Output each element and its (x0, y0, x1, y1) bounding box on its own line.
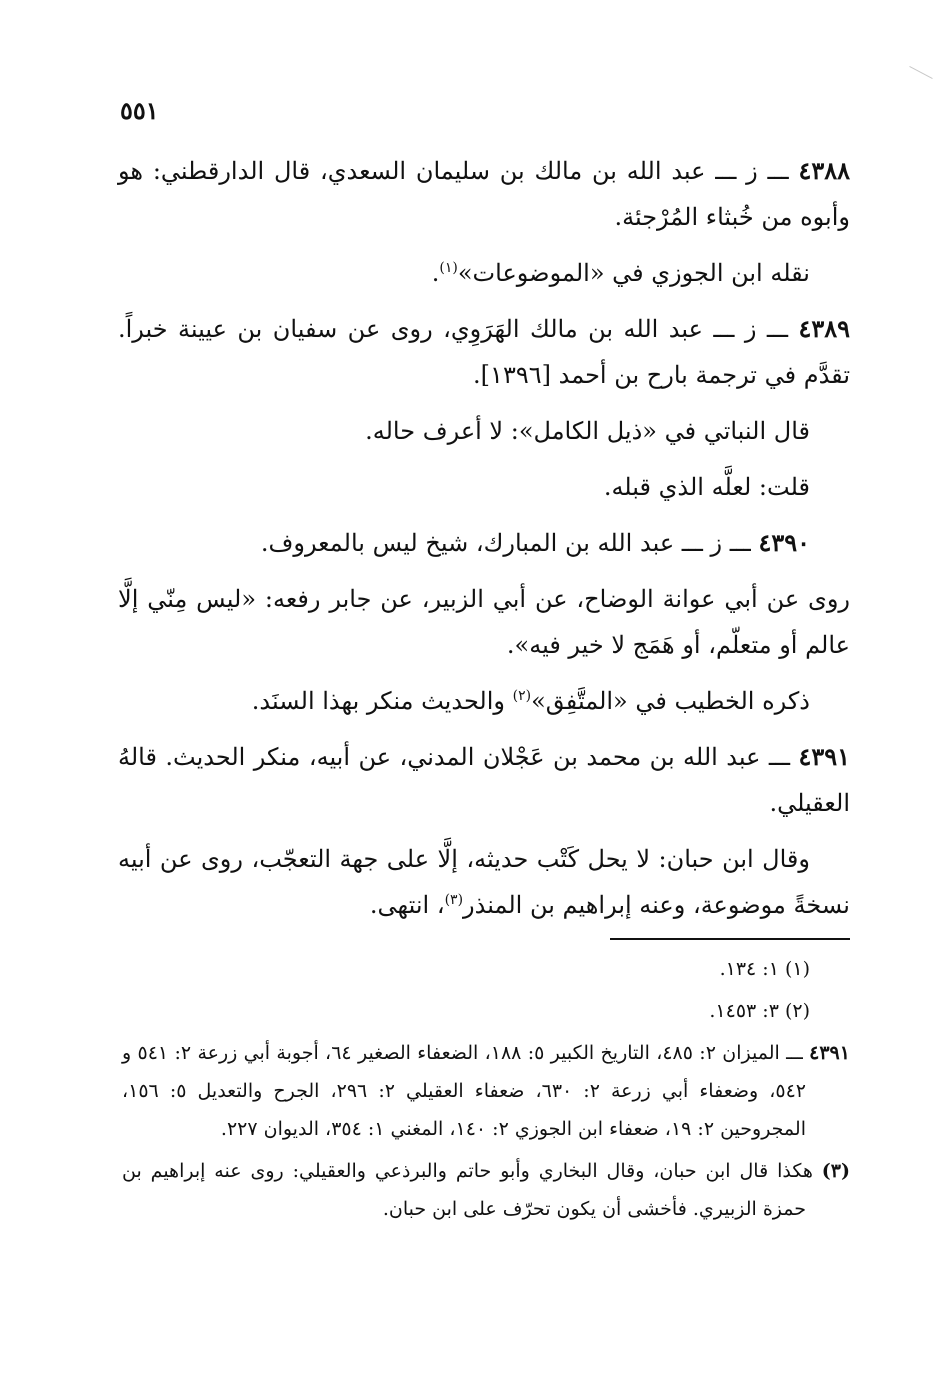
footnote-3 (122, 1152, 850, 1228)
entry-number: ٤٣٨٩ (798, 314, 850, 343)
paragraph-text: نقله ابن الجوزي في «الموضوعات» (457, 259, 810, 287)
footnotes-section (122, 950, 850, 1232)
entry-4391 (118, 734, 850, 826)
main-text (118, 148, 850, 938)
entry-number: ٤٣٩٠ (758, 528, 810, 557)
paragraph-text: والحديث منكر بهذا السنَد. (251, 687, 513, 715)
entry-4390 (118, 520, 850, 566)
paragraph-text: ذكره الخطيب في «المتَّفِق» (531, 687, 810, 715)
entry-text: ـــ ز ـــ عبد الله بن مالك الهَرَوِي، روى عن سفيان بن عيينة خبراً. تقدَّم في ترجمة بارح بن أحمد [١٣٩٦]. (118, 315, 850, 389)
footnote-text: هكذا قال ابن حبان، وقال البخاري وأبو حاتم والبرذعي والعقيلي: روى عنه إبراهيم بن حمزة الزبيري. فأخشى أن يكون تحرّف على ابن حبان. (122, 1160, 822, 1220)
footnote-ref: (٣) (444, 892, 464, 908)
footnote-mark: (٣) (821, 1160, 850, 1182)
entry-4388 (118, 148, 850, 240)
page-number: ٥٥١ (120, 96, 159, 125)
paragraph-4389-comment (118, 464, 850, 510)
entry-text: ـــ ز ـــ عبد الله بن مالك بن سليمان السعدي، قال الدارقطني: هو وأبوه من خُبثاء المُرْجئة. (118, 157, 850, 231)
footnote-entry-number: ٤٣٩١ (809, 1042, 850, 1064)
paragraph-text: قال النباتي في «ذيل الكامل»: لا أعرف حاله. (365, 417, 810, 445)
footnote-sources-4391 (122, 1034, 850, 1148)
entry-number: ٤٣٨٨ (798, 156, 850, 185)
paragraph-4388-source (118, 250, 850, 296)
paragraph-text: ، انتهى. (369, 891, 445, 919)
footnote-ref: (٢) (512, 688, 532, 704)
paragraph-4389-note (118, 408, 850, 454)
scan-corner-mark (909, 66, 932, 79)
paragraph-text: روى عن أبي عوانة الوضاح، عن أبي الزبير، عن جابر رفعه: «ليس مِنّي إلَّا عالم أو متعلّم، أو هَمَج لا خير فيه». (118, 585, 850, 659)
footnote-1: (١) ١: ١٣٤. (719, 958, 810, 980)
paragraph-text: وقال ابن حبان: لا يحل كَتْب حديثه، إلَّا على جهة التعجّب، روى عن أبيه نسخةً موضوعة، وعنه إبراهيم بن المنذر (118, 845, 850, 919)
entry-4389 (118, 306, 850, 398)
footnote-text: ـــ الميزان ٢: ٤٨٥، التاريخ الكبير ٥: ١٨٨، الضعفاء الصغير ٦٤، أجوبة أبي زرعة ٢: ٥٤١ و ٥٤٢، وضعفاء أبي زرعة ٢: ٦٣٠، ضعفاء العقيلي ٢: ٢٩٦، الجرح والتعديل ٥: ١٥٦، المجروحين ٢: ١٩، ضعفاء ابن الجوزي ٢: ١٤٠، المغني ١: ٣٥٤، الديوان ٢٢٧. (122, 1042, 810, 1140)
entry-number: ٤٣٩١ (798, 742, 850, 771)
paragraph-4390-source (118, 678, 850, 724)
footnote-divider (610, 938, 850, 940)
entry-text: ـــ ز ـــ عبد الله بن المبارك، شيخ ليس بالمعروف. (260, 529, 759, 557)
paragraph-4391-ibn-hibban (118, 836, 850, 928)
paragraph-4390-hadith (118, 576, 850, 668)
footnote-2: (٢) ٣: ١٤٥٣. (709, 1000, 810, 1022)
footnote-ref: (١) (439, 260, 458, 276)
entry-text: ـــ عبد الله بن محمد بن عَجْلان المدني، عن أبيه، منكر الحديث. قالهُ العقيلي. (118, 743, 850, 817)
paragraph-text: قلت: لعلَّه الذي قبله. (603, 473, 810, 501)
paragraph-text: . (431, 259, 440, 287)
